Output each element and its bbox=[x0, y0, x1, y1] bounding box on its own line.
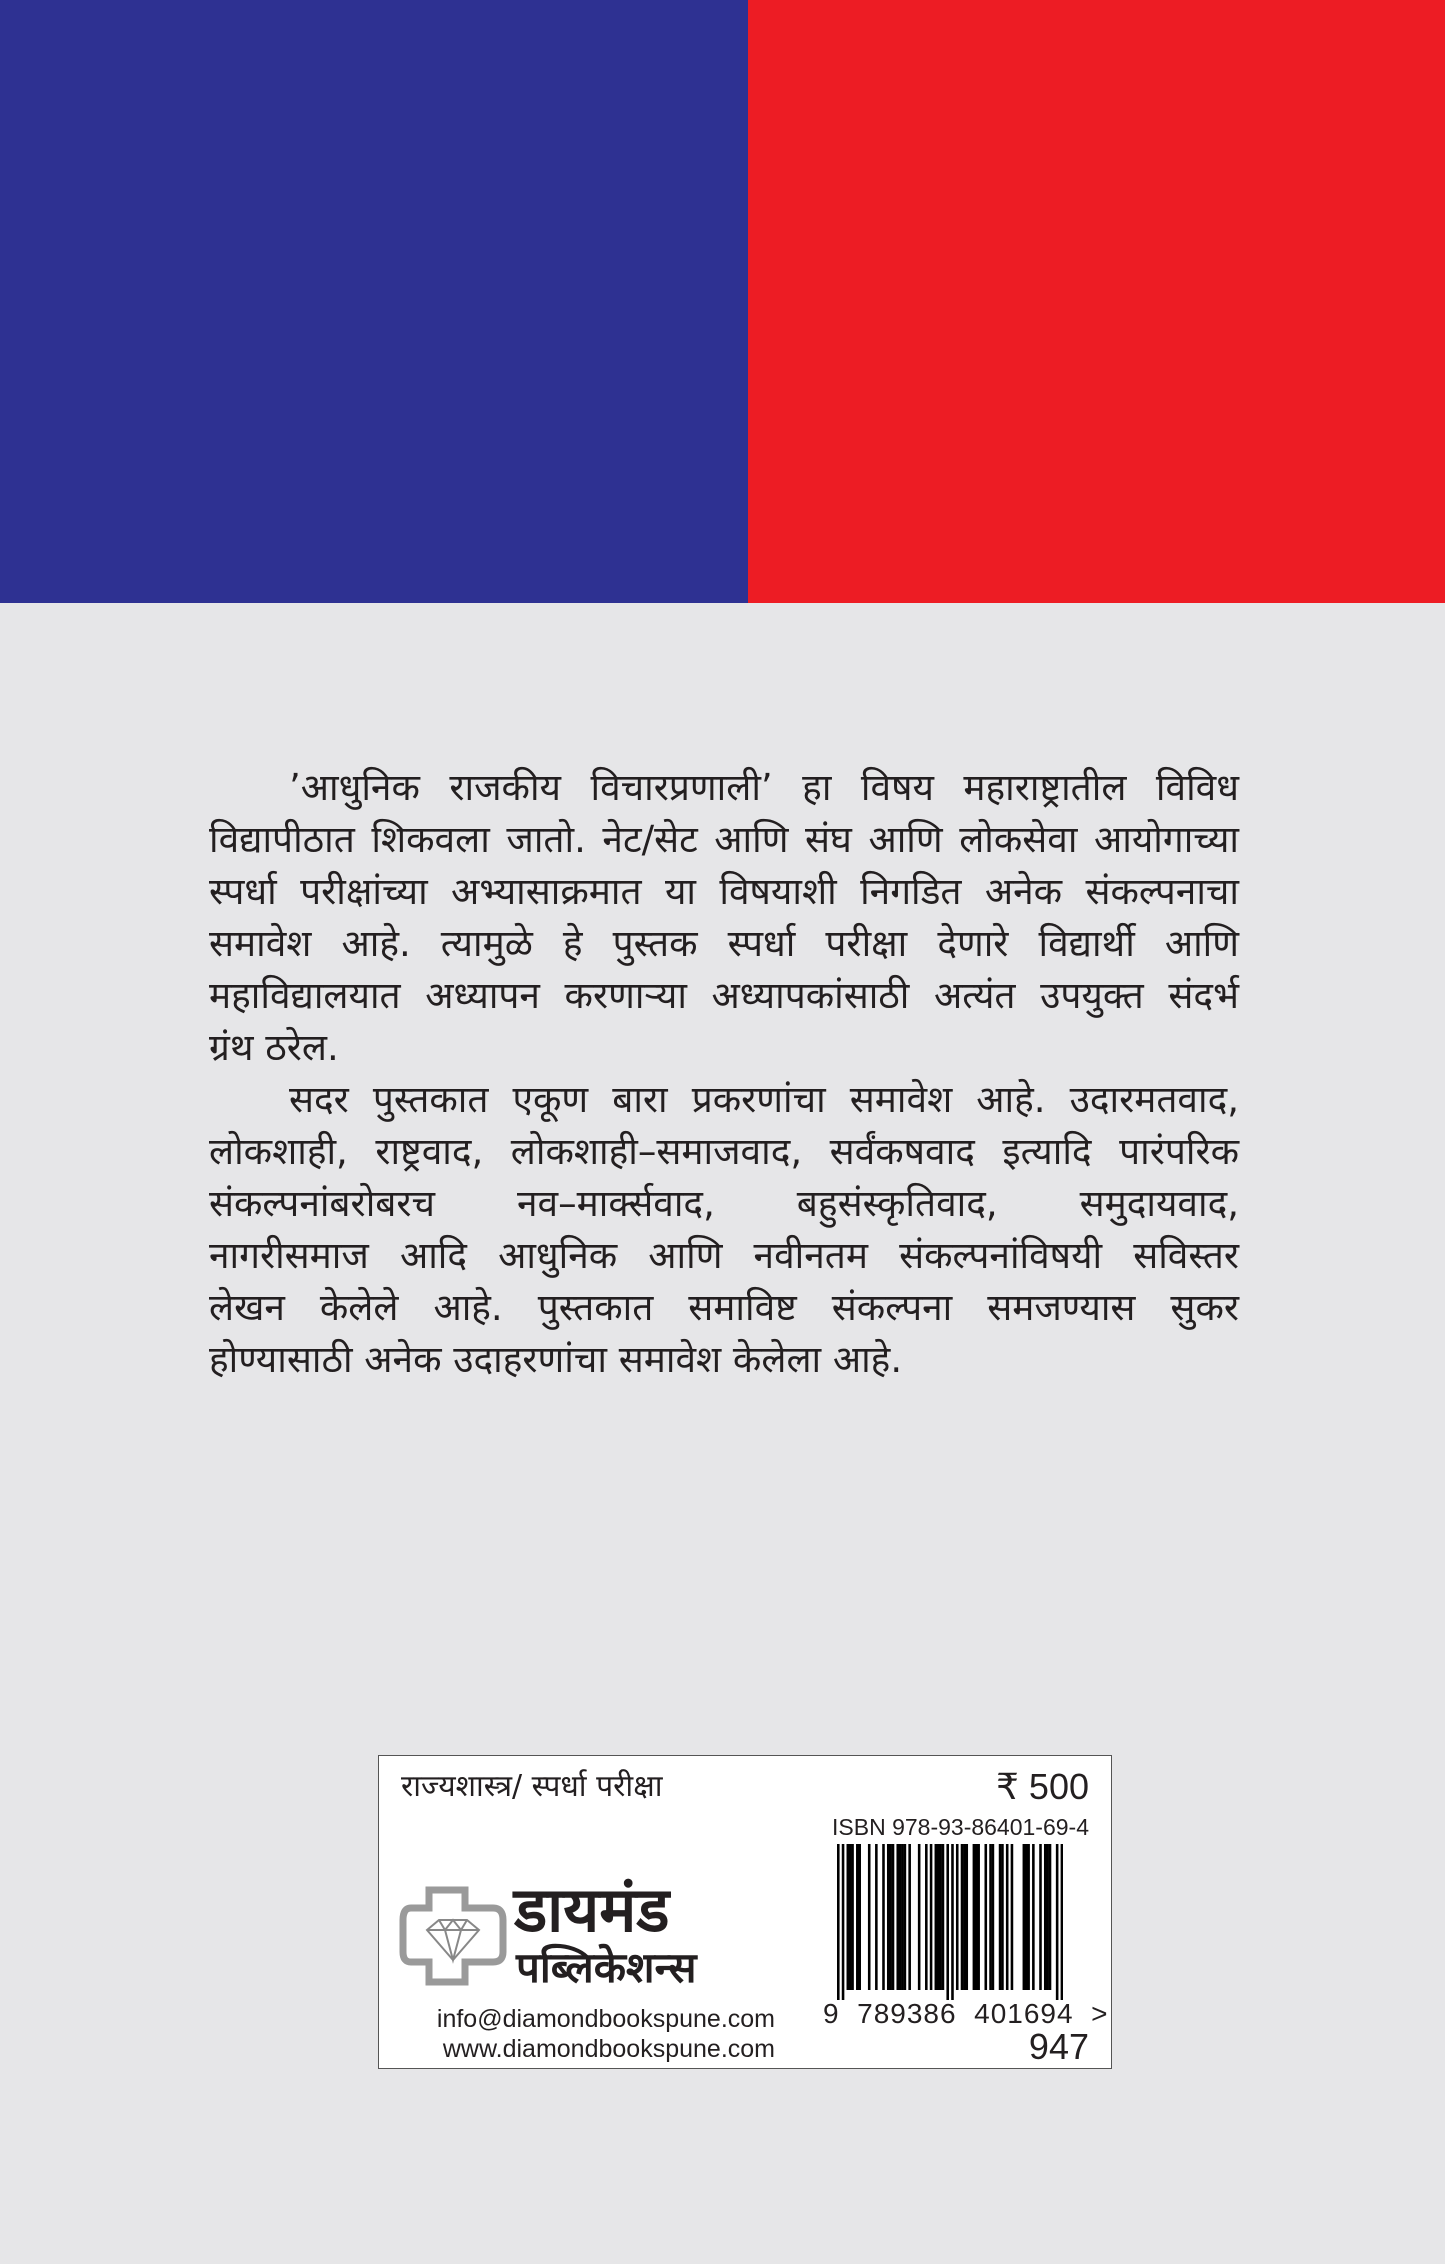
barcode-bar bbox=[984, 1844, 987, 1990]
barcode-bar bbox=[908, 1844, 911, 1990]
website-link[interactable]: www.diamondbookspune.com bbox=[442, 2035, 775, 2063]
barcode-bar bbox=[901, 1844, 904, 1990]
barcode-bar bbox=[1027, 1844, 1030, 1990]
email-link[interactable]: info@diamondbookspune.com bbox=[436, 2005, 775, 2033]
blurb-line: होण्यासाठी अनेक उदाहरणांचा समावेश केलेला आहे. bbox=[209, 1338, 903, 1381]
barcode-bar bbox=[851, 1844, 854, 1990]
blurb-line: समावेश आहे. त्यामुळे हे पुस्तक स्पर्धा परीक्षा देणारे विद्यार्थी आणि bbox=[209, 922, 1239, 965]
publisher-contact bbox=[437, 2004, 775, 2064]
barcode-bar bbox=[1011, 1844, 1014, 1990]
diamond-logo-icon bbox=[399, 1886, 507, 1986]
blurb-line: विद्यापीठात शिकवला जातो. नेट/सेट आणि संघ आणि लोकसेवा आयोगाच्या bbox=[209, 818, 1239, 861]
barcode-bar bbox=[1001, 1844, 1004, 1990]
barcode-bar bbox=[942, 1844, 945, 1990]
barcode-bar bbox=[956, 1844, 959, 1990]
barcode-bar bbox=[904, 1844, 907, 1990]
barcode-bar bbox=[989, 1844, 992, 1990]
back-cover-blurb bbox=[209, 762, 1239, 1386]
barcode-bar bbox=[925, 1844, 928, 1990]
barcode-bar bbox=[856, 1844, 859, 1990]
blurb-line: नागरीसमाज आदि आधुनिक आणि नवीनतम संकल्पनांविषयी सविस्तर bbox=[209, 1234, 1239, 1277]
publisher-subtitle: पब्लिकेशन्स bbox=[516, 1943, 697, 1992]
blurb-line: संकल्पनांबरोबरच नव–मार्क्सवाद, बहुसंस्कृतिवाद, समुदायवाद, bbox=[209, 1182, 1239, 1225]
blurb-paragraph-1 bbox=[209, 762, 1239, 1074]
barcode-bar bbox=[1061, 1844, 1063, 2000]
barcode-bar bbox=[842, 1844, 845, 2000]
barcode-bar bbox=[1044, 1844, 1047, 1990]
barcode-bar bbox=[935, 1844, 938, 1990]
code-number: 947 bbox=[1028, 2026, 1089, 2067]
barcode-bar bbox=[875, 1844, 878, 1990]
price-barcode-box bbox=[378, 1755, 1112, 2069]
blurb-line: महाविद्यालयात अध्यापन करणाऱ्या अध्यापकांसाठी अत्यंत उपयुक्त संदर्भ bbox=[209, 974, 1239, 1017]
price: ₹ 500 bbox=[996, 1766, 1089, 1807]
barcode-bar bbox=[937, 1844, 940, 1990]
barcode-bar bbox=[965, 1844, 968, 1990]
barcode-bar bbox=[837, 1844, 840, 2000]
barcode-bar bbox=[1046, 1844, 1049, 1990]
barcode-bar bbox=[977, 1844, 980, 1990]
barcode-bar bbox=[930, 1844, 933, 1990]
blurb-paragraph-2 bbox=[209, 1074, 1239, 1386]
barcode-bar bbox=[1023, 1844, 1026, 1990]
barcode-bar bbox=[939, 1844, 942, 1990]
barcode-bar bbox=[961, 1844, 964, 1990]
barcode-bar bbox=[975, 1844, 978, 1990]
barcode-bar bbox=[882, 1844, 885, 1990]
barcode-bar bbox=[849, 1844, 852, 1990]
blurb-line: सदर पुस्तकात एकूण बारा प्रकरणांचा समावेश आहे. उदारमतवाद, bbox=[289, 1078, 1239, 1121]
barcode-bar bbox=[887, 1844, 890, 1990]
barcode-bar bbox=[1006, 1844, 1009, 1990]
barcode bbox=[837, 1844, 1063, 2000]
barcode-bar bbox=[889, 1844, 892, 1990]
red-color-block bbox=[748, 0, 1445, 603]
blurb-line: लोकशाही, राष्ट्रवाद, लोकशाही–समाजवाद, सर्वंकषवाद इत्यादि पारंपरिक bbox=[209, 1130, 1239, 1173]
barcode-bar bbox=[1025, 1844, 1028, 1990]
barcode-bar bbox=[899, 1844, 902, 1990]
barcode-bar bbox=[1039, 1844, 1042, 1990]
blue-color-block bbox=[0, 0, 748, 603]
barcode-bar bbox=[1056, 1844, 1059, 2000]
barcode-bar bbox=[858, 1844, 861, 1990]
barcode-digits: 9 789386 401694 > bbox=[823, 1998, 1109, 2029]
isbn: ISBN 978-93-86401-69-4 bbox=[832, 1814, 1089, 1840]
blurb-line: लेखन केलेले आहे. पुस्तकात समाविष्ट संकल्पना समजण्यास सुकर bbox=[209, 1286, 1239, 1329]
barcode-bar bbox=[946, 1844, 949, 2000]
blurb-line: स्पर्धा परीक्षांच्या अभ्यासाक्रमात या विषयाशी निगडित अनेक संकल्पनाचा bbox=[209, 870, 1239, 913]
barcode-bar bbox=[973, 1844, 976, 1990]
barcode-bar bbox=[999, 1844, 1002, 1990]
barcode-bar bbox=[868, 1844, 871, 1990]
barcode-bar bbox=[951, 1844, 954, 2000]
category-label: राज्यशास्त्र/ स्पर्धा परीक्षा bbox=[401, 1769, 663, 1804]
barcode-bar bbox=[896, 1844, 899, 1990]
publisher-name: डायमंड bbox=[514, 1873, 670, 1946]
barcode-bar bbox=[963, 1844, 966, 1990]
blurb-line: ’आधुनिक राजकीय विचारप्रणाली’ हा विषय महाराष्ट्रातील विविध bbox=[289, 766, 1239, 809]
barcode-bar bbox=[918, 1844, 921, 1990]
barcode-bar bbox=[847, 1844, 850, 1990]
barcode-bar bbox=[892, 1844, 895, 1990]
blurb-line: ग्रंथ ठरेल. bbox=[209, 1026, 339, 1069]
barcode-bar bbox=[1049, 1844, 1052, 1990]
barcode-bar bbox=[1032, 1844, 1035, 1990]
barcode-bar bbox=[992, 1844, 995, 1990]
